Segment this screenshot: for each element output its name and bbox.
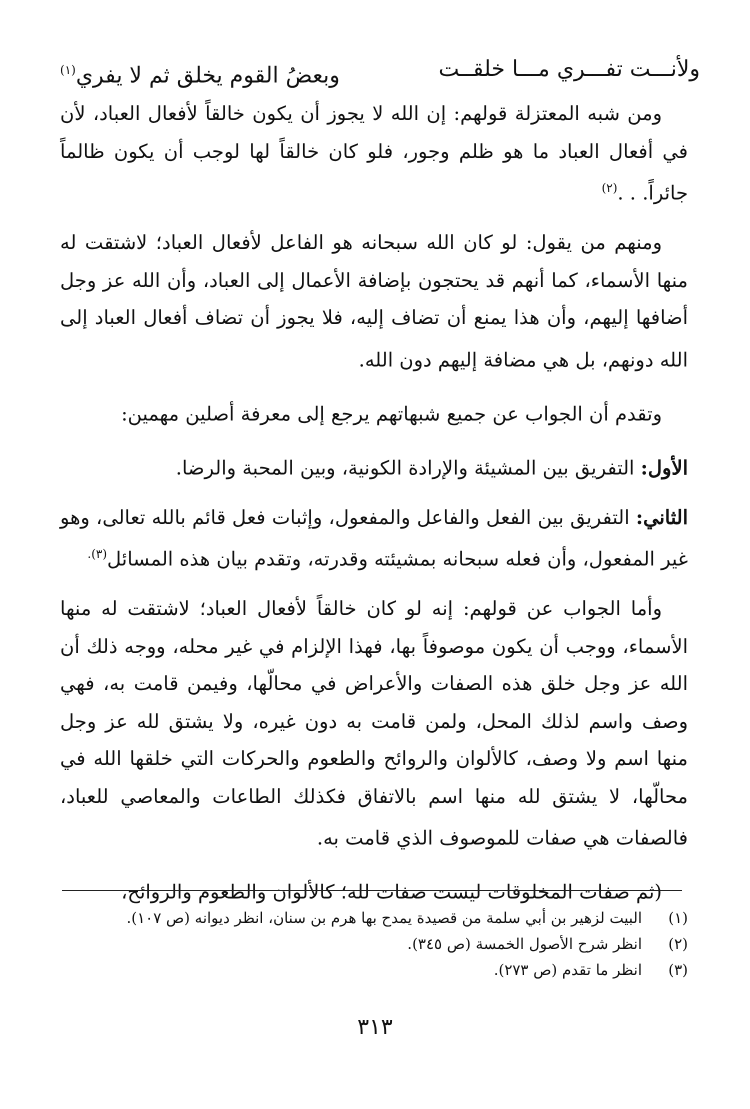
footnote-3: (٣) انظر ما تقدم (ص ٢٧٣). (493, 961, 688, 979)
footnote-1: (١) البيت لزهير بن أبي سلمة من قصيدة يمدح بها هرم بن سنان، انظر ديوانه (ص ١٠٧). (126, 909, 688, 927)
first-label: الأول: (640, 456, 688, 479)
paragraph-second-principle: الثاني: التفريق بين الفعل والفاعل والمفعول، وإثبات فعل قائم بالله تعالى، وهو غير المفعول، وأن فعله سبحانه بمشيئته وقدرته، وتقدم بيان هذه المسائل$^{(٣).}$ (60, 505, 688, 571)
footnote-2: (٢) انظر شرح الأصول الخمسة (ص ٣٤٥). (407, 935, 688, 953)
footnote-ref-2: (٢) (601, 181, 618, 195)
paragraph-3: وتقدم أن الجواب عن جميع شبهاتهم يرجع إلى معرفة أصلين مهمين: (121, 402, 662, 425)
paragraph-1: ومن شبه المعتزلة قولهم: إن الله لا يجوز أن يكون خالقاً لأفعال العباد، لأن في أفعال العباد ما هو ظلم وجور، فلو كان خالقاً لها لوجب أن يكون ظالماً جائراً. . .$^{(٢)}$ (60, 102, 688, 205)
second-label: الثاني: (635, 505, 688, 529)
paragraph-6: وأما الجواب عن قولهم: إنه لو كان خالقاً لأفعال العباد؛ لاشتقت له منها الأسماء، ووجب أن يكون موصوفاً بها، فهذا الإلزام في غير محله، ووجه ذلك أن الله عز وجل خلق هذه الصفات والأعراض في محالّها، وفيمن قامت به، فهي وصف واسم لذلك المحل، ولمن قامت به دون غيره، ولا يشتق لله عز وجل منها اسم ولا وصف، كالألوان والروائح والطعوم والحركات التي خلقها الله في محالّها، لا يشتق لله منها اسم بالاتفاق فكذلك الطاعات والمعاصي للعباد، فالصفات هي صفات للموصوف الذي قامت به. (60, 597, 688, 850)
poetry-verse (60, 50, 700, 96)
verse-hemistich-left: وبعضُ القوم يخلق ثم لا يفري$^{(١)}$ (60, 63, 340, 89)
page-number: ٣١٣ (357, 1015, 393, 1040)
footnote-ref-1: (١) (60, 63, 76, 77)
paragraph-7: (ثم صفات المخلوقات ليست صفات لله؛ كالألوان والطعوم والروائح، (121, 880, 662, 904)
verse-hemistich-right: ولأنـــت تفـــري مـــا خلقــت (438, 57, 700, 82)
footnotes (60, 905, 688, 983)
footnote-ref-3: (٣). (87, 547, 108, 561)
footnote-divider (62, 890, 682, 891)
paragraph-first-principle: الأول: التفريق بين المشيئة والإرادة الكونية، وبين المحبة والرضا. (175, 456, 688, 479)
main-text (60, 95, 688, 923)
paragraph-2: ومنهم من يقول: لو كان الله سبحانه هو الفاعل لأفعال العباد؛ لاشتقت له منها الأسماء، كما أنهم قد يحتجون بإضافة الأعمال إلى العباد، وأن الله عز وجل أضافها إليهم، وأن هذا يمنع أن تضاف إليه، فلا يجوز أن تضاف أفعال العباد إلى الله دونهم، بل هي مضافة إليهم دون الله. (60, 231, 688, 371)
